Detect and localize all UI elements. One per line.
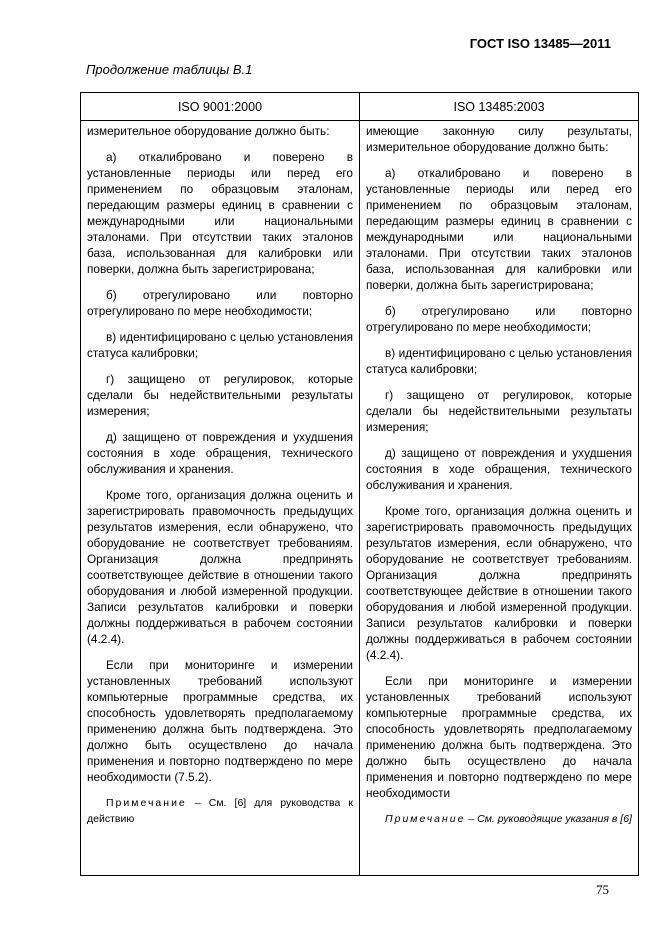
note (366, 811, 632, 827)
iso-13485-cell (360, 121, 639, 876)
column-header-iso-13485: ISO 13485:2003 (360, 93, 639, 121)
comparison-table (80, 92, 639, 876)
paragraph: г) защищено от регулировок, которые сделали бы недействительными результаты измерения; (366, 388, 632, 434)
paragraph: б) отрегулировано или повторно отрегулировано по мере необходимости; (87, 288, 353, 318)
iso-9001-cell (81, 121, 360, 876)
paragraph: д) защищено от повреждения и ухудшения состояния в ходе обращения, технического обслуживания и хранения. (366, 446, 632, 492)
note (87, 795, 353, 827)
note-label: Примечание (106, 797, 187, 809)
table-continuation-label: Продолжение таблицы В.1 (86, 62, 253, 77)
paragraph: имеющие законную силу результаты, измерительное оборудование должно быть: (366, 124, 632, 154)
paragraph: д) защищено от повреждения и ухудшения состояния в ходе обращения, технического обслуживания и хранения. (87, 430, 353, 476)
paragraph: Кроме того, организация должна оценить и зарегистрировать правомочность предыдущих результатов измерения, если обнаружено, что оборудование не соответствует требованиям. Организация должна предпринять соответствующее действие в отношении такого оборудования и любой измеренной продукции. Записи результатов калибровки и поверки должны поддерживаться в рабочем состоянии (4.2.4). (87, 488, 353, 646)
paragraph: а) откалибровано и поверено в установленные периоды или перед его применением по образцовым эталонам, передающим размеры единиц в сравнении с международными или национальными эталонами. При отсутствии таких эталонов база, использованная для калибровки или поверки, должна быть зарегистрирована; (87, 150, 353, 276)
paragraph: г) защищено от регулировок, которые сделали бы недействительными результаты измерения; (87, 372, 353, 418)
paragraph: Если при мониторинге и измерении установленных требований используют компьютерные программные средства, их способность удовлетворять предполагаемому применению должна быть подтверждена. Это должно быть осуществлено до начала применения и повторно подтверждено по мере необходимости (366, 674, 632, 800)
paragraph: в) идентифицировано с целью установления статуса калибровки; (366, 346, 632, 376)
column-header-iso-9001: ISO 9001:2000 (81, 93, 360, 121)
table-row (81, 121, 639, 876)
note-text: – См. [6] для руководства к действию (87, 797, 353, 825)
paragraph: в) идентифицировано с целью установления статуса калибровки; (87, 330, 353, 360)
table-header-row (81, 93, 639, 121)
paragraph: а) откалибровано и поверено в установленные периоды или перед его применением по образцовым эталонам, передающим размеры единиц в сравнении с международными или национальными эталонами. При отсутствии таких эталонов база, использованная для калибровки или поверки, должна быть зарегистрирована; (366, 166, 632, 292)
note-text: – См. руководящие указания в [6] (465, 813, 632, 825)
page-number: 75 (596, 882, 609, 897)
paragraph: Если при мониторинге и измерении установленных требований используют компьютерные программные средства, их способность удовлетворять предполагаемому применению должна быть подтверждена. Это должно быть осуществлено до начала применения и повторно подтверждено по мере необходимости (7.5.2). (87, 658, 353, 784)
paragraph: б) отрегулировано или повторно отрегулировано по мере необходимости; (366, 304, 632, 334)
paragraph: измерительное оборудование должно быть: (87, 124, 330, 138)
note-label: Примечание (385, 813, 466, 825)
document-code: ГОСТ ISO 13485—2011 (469, 36, 611, 51)
paragraph: Кроме того, организация должна оценить и зарегистрировать правомочность предыдущих результатов измерения, если обнаружено, что оборудование не соответствует требованиям. Организация должна предпринять соответствующее действие в отношении такого оборудования и любой измеренной продукции. Записи результатов калибровки и поверки должны поддерживаться в рабочем состоянии (4.2.4). (366, 504, 632, 662)
